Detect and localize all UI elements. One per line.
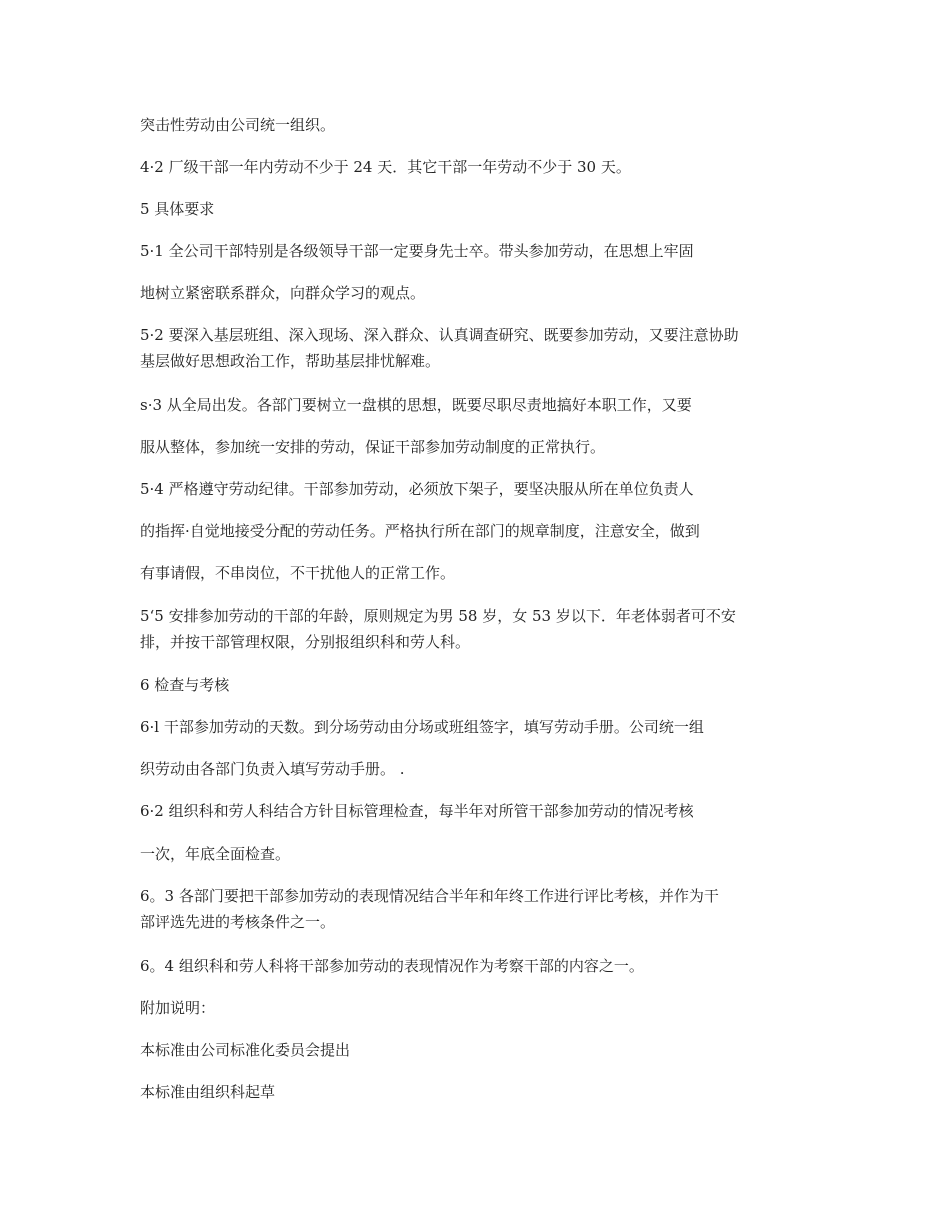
paragraph-line: 6。3 各部门要把干部参加劳动的表现情况结合半年和年终工作进行评比考核，并作为干 bbox=[140, 887, 719, 905]
paragraph-line: 部评选先进的考核条件之一。 bbox=[140, 913, 336, 931]
paragraph-line: 6。4 组织科和劳人科将干部参加劳动的表现情况作为考察干部的内容之一。 bbox=[140, 957, 644, 975]
paragraph-line: 6·2 组织科和劳人科结合方针目标管理检查，每半年对所管干部参加劳动的情况考核 bbox=[140, 802, 694, 820]
paragraph-line: 本标准由组织科起草 bbox=[140, 1083, 276, 1101]
paragraph-line: s·3 从全局出发。各部门要树立一盘棋的思想，既要尽职尽责地搞好本职工作，又要 bbox=[140, 396, 692, 414]
section-heading: 6 检查与考核 bbox=[140, 676, 230, 694]
paragraph-line: 4·2 厂级干部一年内劳动不少于 24 天．其它干部一年劳动不少于 30 天。 bbox=[140, 158, 631, 176]
paragraph-line: 服从整体，参加统一安排的劳动，保证干部参加劳动制度的正常执行。 bbox=[140, 438, 606, 456]
section-heading: 5 具体要求 bbox=[140, 200, 215, 218]
paragraph-line: 织劳动由各部门负责入填写劳动手册。 . bbox=[140, 760, 405, 778]
paragraph-line: 排，并按干部管理权限，分别报组织科和劳人科。 bbox=[140, 633, 471, 651]
paragraph-line: 基层做好思想政治工作，帮助基层排忧解难。 bbox=[140, 352, 441, 370]
paragraph-line: 附加说明： bbox=[140, 999, 216, 1017]
paragraph-line: 5‘5 安排参加劳动的干部的年龄，原则规定为男 58 岁，女 53 岁以下．年老体弱者可不安 bbox=[140, 607, 736, 625]
paragraph-line: 一次，年底全面检查。 bbox=[140, 845, 291, 863]
paragraph-line: 5·4 严格遵守劳动纪律。干部参加劳动，必须放下架子，要坚决服从所在单位负责人 bbox=[140, 480, 694, 498]
paragraph-line: 地树立紧密联系群众，向群众学习的观点。 bbox=[140, 284, 426, 302]
paragraph-line: 5·1 全公司干部特别是各级领导干部一定要身先士卒。带头参加劳动，在思想上牢固 bbox=[140, 242, 694, 260]
paragraph-line: 突击性劳动由公司统一组织。 bbox=[140, 116, 336, 134]
paragraph-line: 的指挥·自觉地接受分配的劳动任务。严格执行所在部门的规章制度，注意安全，做到 bbox=[140, 522, 700, 540]
paragraph-line: 6·l 干部参加劳动的天数。到分场劳动由分场或班组签字，填写劳动手册。公司统一组 bbox=[140, 718, 704, 736]
paragraph-line: 本标准由公司标准化委员会提出 bbox=[140, 1041, 351, 1059]
paragraph-line: 有事请假，不串岗位，不干扰他人的正常工作。 bbox=[140, 564, 456, 582]
paragraph-line: 5·2 要深入基层班组、深入现场、深入群众、认真调查研究、既要参加劳动，又要注意协助 bbox=[140, 326, 739, 344]
